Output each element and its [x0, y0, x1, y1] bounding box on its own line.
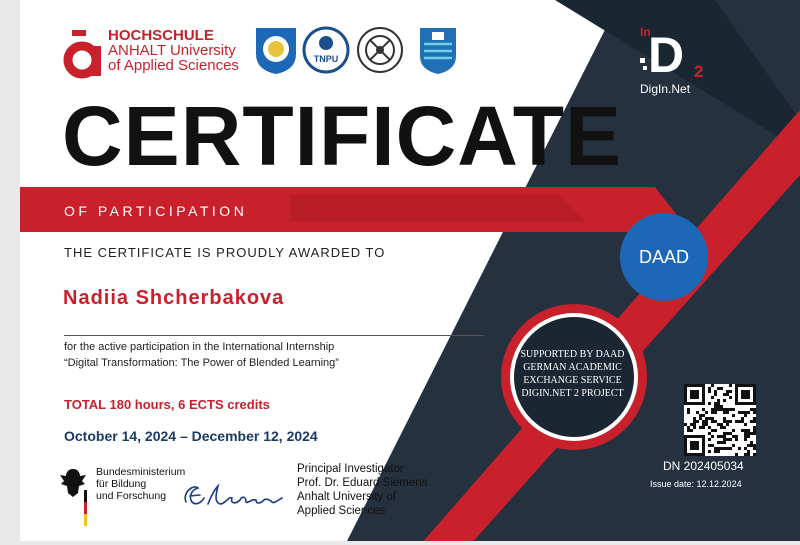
ministry-line1: Bundesministerium — [96, 466, 186, 478]
university-name-line2: ANHALT University — [108, 42, 236, 59]
university-name-line1: HOCHSCHULE — [108, 27, 214, 44]
support-line1: SUPPORTED BY DAAD — [520, 349, 625, 360]
description-line1: for the active participation in the International Internship — [64, 341, 335, 353]
ministry-line2: für Bildung — [96, 478, 147, 490]
university-name — [108, 28, 239, 73]
awarded-text: THE CERTIFICATE IS PROUDLY AWARDED TO — [64, 245, 386, 260]
recipient-underline — [64, 335, 484, 336]
support-line4: DIGIN.NET 2 PROJECT — [521, 388, 624, 399]
description — [64, 339, 339, 371]
tnpu-seal-icon — [302, 24, 350, 76]
qr-code-icon — [684, 384, 756, 456]
logo-subscript: 2 — [694, 62, 704, 78]
signatory-line4: Applied Sciences — [297, 505, 386, 517]
frame-left — [0, 0, 20, 545]
signature — [180, 474, 285, 514]
federal-eagle-icon — [58, 466, 88, 528]
document-number: DN 202405034 — [663, 459, 744, 473]
university-name-line3: of Applied Sciences — [108, 57, 239, 74]
university-seal-icon — [252, 24, 300, 76]
tnpu-seal-text: TNPU — [313, 54, 339, 64]
digin-net-caption: DigIn.Net — [640, 82, 691, 96]
support-text — [505, 348, 640, 400]
ministry-line3: und Forschung — [96, 490, 167, 502]
blue-shield-seal-icon — [414, 24, 462, 76]
description-line2: “Digital Transformation: The Power of Blended Learning” — [64, 357, 339, 369]
logo-d-letter: D — [648, 27, 685, 78]
recipient-name: Nadiia Shcherbakova — [63, 287, 285, 309]
digin-net-logo-icon — [640, 22, 712, 78]
signatory-line1: Principal Investigator — [297, 463, 404, 475]
date-range: October 14, 2024 – December 12, 2024 — [64, 428, 318, 444]
daad-badge: DAAD — [620, 213, 708, 301]
support-line2: GERMAN ACADEMIC — [523, 362, 622, 373]
ministry-name — [96, 466, 185, 502]
support-line3: EXCHANGE SERVICE — [523, 375, 622, 386]
signatory — [297, 462, 427, 518]
technical-university-seal-icon — [356, 24, 404, 76]
certificate-title: CERTIFICATE — [62, 89, 623, 183]
signatory-line2: Prof. Dr. Eduard Siemens — [297, 477, 428, 489]
issue-date: Issue date: 12.12.2024 — [650, 479, 742, 489]
signatory-line3: Anhalt University of — [297, 491, 397, 503]
frame-bottom — [0, 541, 800, 545]
logo-in-text: In — [640, 25, 651, 39]
red-banner-shade — [290, 195, 585, 222]
total-hours: TOTAL 180 hours, 6 ECTS credits — [64, 397, 270, 412]
certificate-subtitle: OF PARTICIPATION — [64, 203, 248, 219]
